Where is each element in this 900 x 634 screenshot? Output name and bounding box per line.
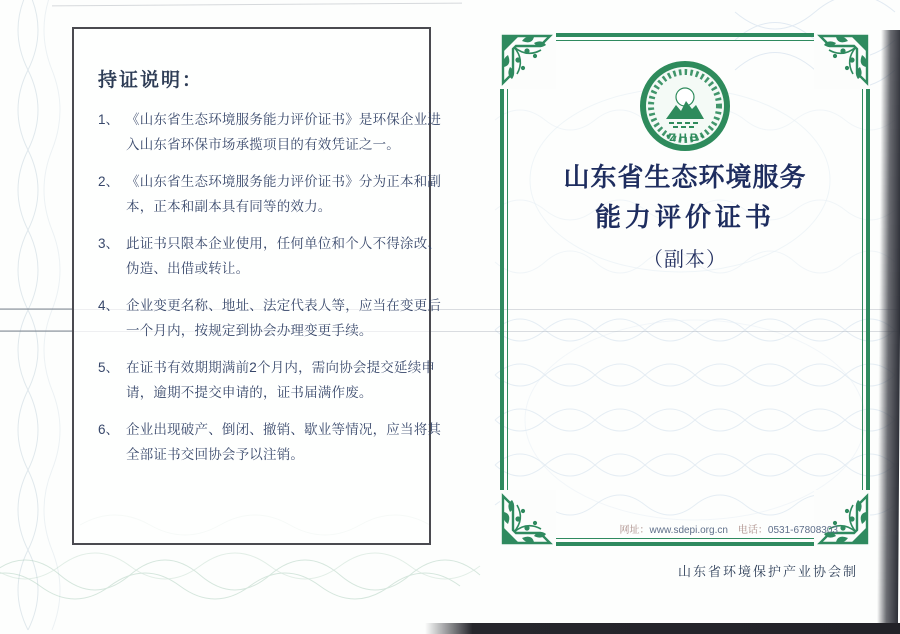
website-value: www.sdepi.org.cn — [649, 525, 728, 536]
corner-ornament-icon — [500, 490, 556, 546]
item-text-line: 在证书有效期期满前2个月内，需向协会提交延续申 — [126, 360, 436, 375]
item-text-line: 此证书只限本企业使用，任何单位和个人不得涂改、 — [126, 236, 442, 251]
fold-crease-mark — [0, 308, 72, 310]
phone-value: 0531-67808303 — [767, 525, 838, 536]
instruction-item — [98, 417, 442, 467]
scan-dark-edge-right — [877, 30, 900, 634]
item-number: 5、 — [98, 360, 120, 375]
certificate-title-line2: 能力评价证书 — [594, 202, 775, 232]
emblem-zhb-text: ZHB — [669, 132, 701, 144]
phone-label: 电话： — [737, 525, 768, 536]
item-number: 2、 — [98, 174, 120, 189]
item-number: 1、 — [98, 112, 120, 127]
item-number: 3、 — [98, 236, 120, 251]
certificate-border-frame — [500, 33, 870, 546]
item-text-line: 入山东省环保市场承揽项目的有效凭证之一。 — [126, 137, 400, 152]
item-text-line: 《山东省生态环境服务能力评价证书》是环保企业进 — [126, 112, 442, 127]
item-text-line: 伪造、出借或转让。 — [126, 261, 250, 276]
instruction-item — [98, 293, 442, 343]
instruction-item — [98, 231, 442, 281]
item-text-line: 企业变更名称、地址、法定代表人等，应当在变更后 — [126, 298, 442, 313]
item-text-line: 一个月内，按规定到协会办理变更手续。 — [126, 323, 373, 338]
instruction-item — [98, 355, 436, 405]
issuer-credit: 山东省环境保护产业协会制 — [677, 564, 858, 579]
item-text-line: 企业出现破产、倒闭、撤销、歇业等情况，应当将其 — [126, 422, 442, 437]
instructions-heading: 持证说明： — [98, 70, 204, 91]
item-text-line: 全部证书交回协会予以注销。 — [126, 447, 305, 462]
cover-content — [504, 37, 866, 277]
website-label: 网址： — [619, 525, 650, 536]
corner-ornament-icon — [814, 490, 870, 546]
scan-dark-edge-bottom — [425, 623, 900, 634]
certificate-copy-label: （副本） — [643, 249, 727, 271]
item-text-line: 《山东省生态环境服务能力评价证书》分为正本和副 — [126, 174, 442, 189]
zhb-emblem-logo — [639, 60, 731, 152]
contact-info — [620, 521, 838, 536]
fold-crease-mark — [0, 330, 72, 332]
item-text-line: 本，正本和副本具有同等的效力。 — [126, 199, 332, 214]
item-text-line: 请，逾期不提交申请的，证书届满作废。 — [126, 385, 373, 400]
item-number: 4、 — [98, 298, 120, 313]
certificate-title-line1: 山东省生态环境服务 — [563, 162, 807, 192]
item-number: 6、 — [98, 422, 120, 437]
instruction-item — [98, 107, 442, 157]
instructions-panel — [72, 27, 442, 545]
instruction-item — [98, 169, 442, 219]
